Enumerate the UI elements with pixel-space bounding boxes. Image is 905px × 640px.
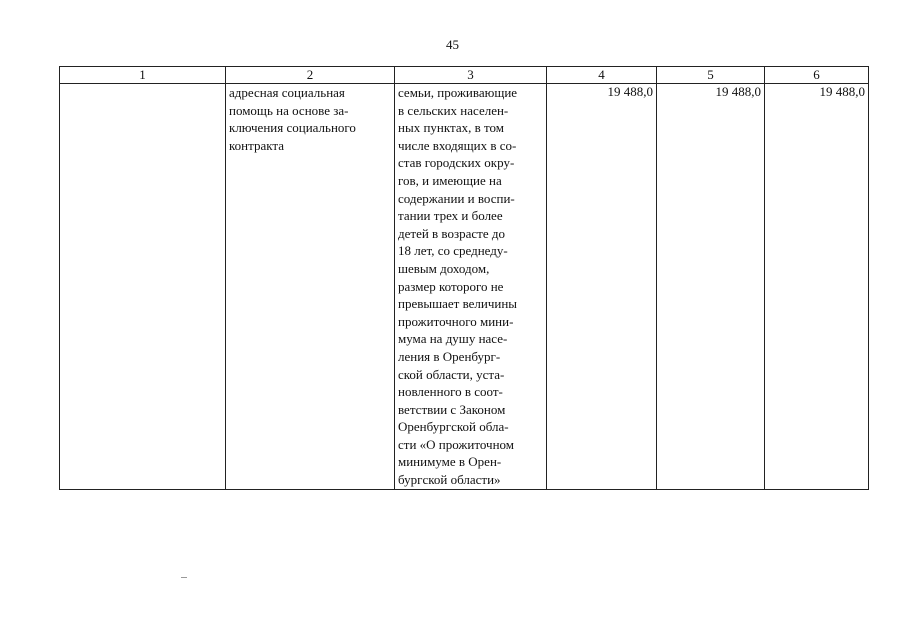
cell-col3-line: в сельских населен-	[398, 102, 509, 118]
cell-col3-line: ветствии с Законом	[398, 401, 506, 417]
cell-col2-line: контракта	[229, 137, 284, 153]
column-header-6: 6	[765, 67, 869, 84]
cell-col3-line: числе входящих в со-	[398, 137, 517, 153]
cell-col3-line: шевым доходом,	[398, 260, 490, 276]
cell-col3-line: размер которого не	[398, 278, 504, 294]
cell-col3-line: превышает величины	[398, 296, 518, 312]
cell-col3-line: детей в возрасте до	[398, 225, 505, 241]
table-row	[60, 84, 869, 490]
column-header-4: 4	[547, 67, 657, 84]
cell-col3-line: Оренбургской обла-	[398, 419, 509, 435]
cell-col3-line: бургской области»	[398, 472, 501, 488]
cell-col3-line: ской области, уста-	[398, 366, 505, 382]
cell-col3-line: прожиточного мини-	[398, 313, 514, 329]
cell-col3-line: новленного в соот-	[398, 384, 503, 400]
cell-col3-line: сти «О прожиточном	[398, 436, 515, 452]
cell-col2-line: помощь на основе за-	[229, 102, 349, 118]
cell-col2-line: ключения социального	[229, 120, 356, 136]
table-header-row	[60, 67, 869, 84]
column-header-3: 3	[395, 67, 547, 84]
cell-col3-line: ных пунктах, в том	[398, 120, 504, 136]
cell-col3-line: став городских окру-	[398, 155, 515, 171]
cell-col5: 19 488,0	[657, 84, 765, 490]
cell-col1	[60, 84, 226, 490]
scan-mark	[181, 577, 187, 578]
cell-col3-line: семьи, проживающие	[398, 85, 518, 100]
cell-col3-line: тании трех и более	[398, 208, 503, 224]
cell-col3-line: содержании и воспи-	[398, 190, 515, 206]
cell-col3	[395, 84, 547, 490]
cell-col4: 19 488,0	[547, 84, 657, 490]
cell-col3-line: ления в Оренбург-	[398, 348, 501, 364]
page-number: 45	[446, 37, 459, 52]
cell-col3-line: мума на душу насе-	[398, 331, 508, 347]
cell-col3-line: гов, и имеющие на	[398, 172, 502, 188]
cell-col3-line: минимуме в Орен-	[398, 454, 502, 470]
column-header-1: 1	[60, 67, 226, 84]
data-table	[59, 66, 869, 490]
cell-col6: 19 488,0	[765, 84, 869, 490]
cell-col2	[226, 84, 395, 490]
cell-col2-line: адресная социальная	[229, 85, 345, 100]
column-header-5: 5	[657, 67, 765, 84]
column-header-2: 2	[226, 67, 395, 84]
cell-col3-line: 18 лет, со среднеду-	[398, 243, 508, 259]
